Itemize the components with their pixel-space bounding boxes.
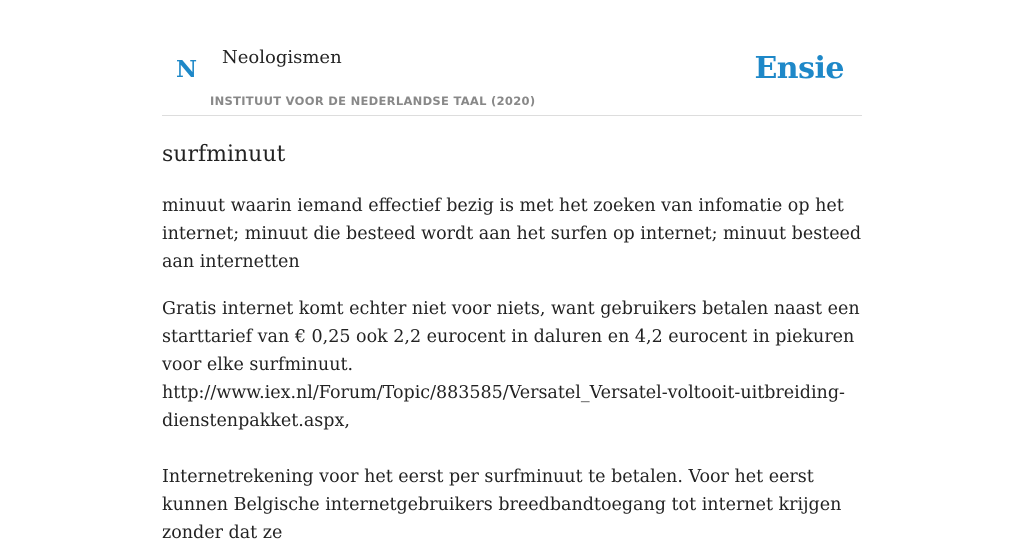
publisher-label: INSTITUUT VOOR DE NEDERLANDSE TAAL (2020) (210, 94, 536, 108)
example-quote: Gratis internet komt echter niet voor niets, want gebruikers betalen naast een starttarief van € 0,25 ook 2,2 eurocent in daluren en 4,2 eurocent in piekuren voor elke surfminuut. (162, 299, 860, 375)
example-quote: Internetrekening voor het eerst per surfminuut te betalen. Voor het eerst kunnen Belgische internetgebruikers breedbandtoegang tot internet krijgen zonder dat ze (162, 467, 842, 543)
dictionary-letter-badge: N (176, 56, 198, 83)
ensie-logo[interactable]: Ensie (754, 51, 844, 86)
definition-text: minuut waarin iemand effectief bezig is met het zoeken van infomatie op het internet; minuut die besteed wordt aan het surfen op internet; minuut besteed aan internetten (162, 196, 862, 272)
dictionary-title-link[interactable]: Neologismen (222, 47, 342, 68)
headword: surfminuut (162, 142, 286, 167)
entry-card (162, 0, 862, 543)
dictionary-header (162, 0, 862, 116)
example-source-url: http://www.iex.nl/Forum/Topic/883585/Versatel_Versatel-voltooit-uitbreiding-dienstenpakket.aspx, (162, 383, 845, 431)
